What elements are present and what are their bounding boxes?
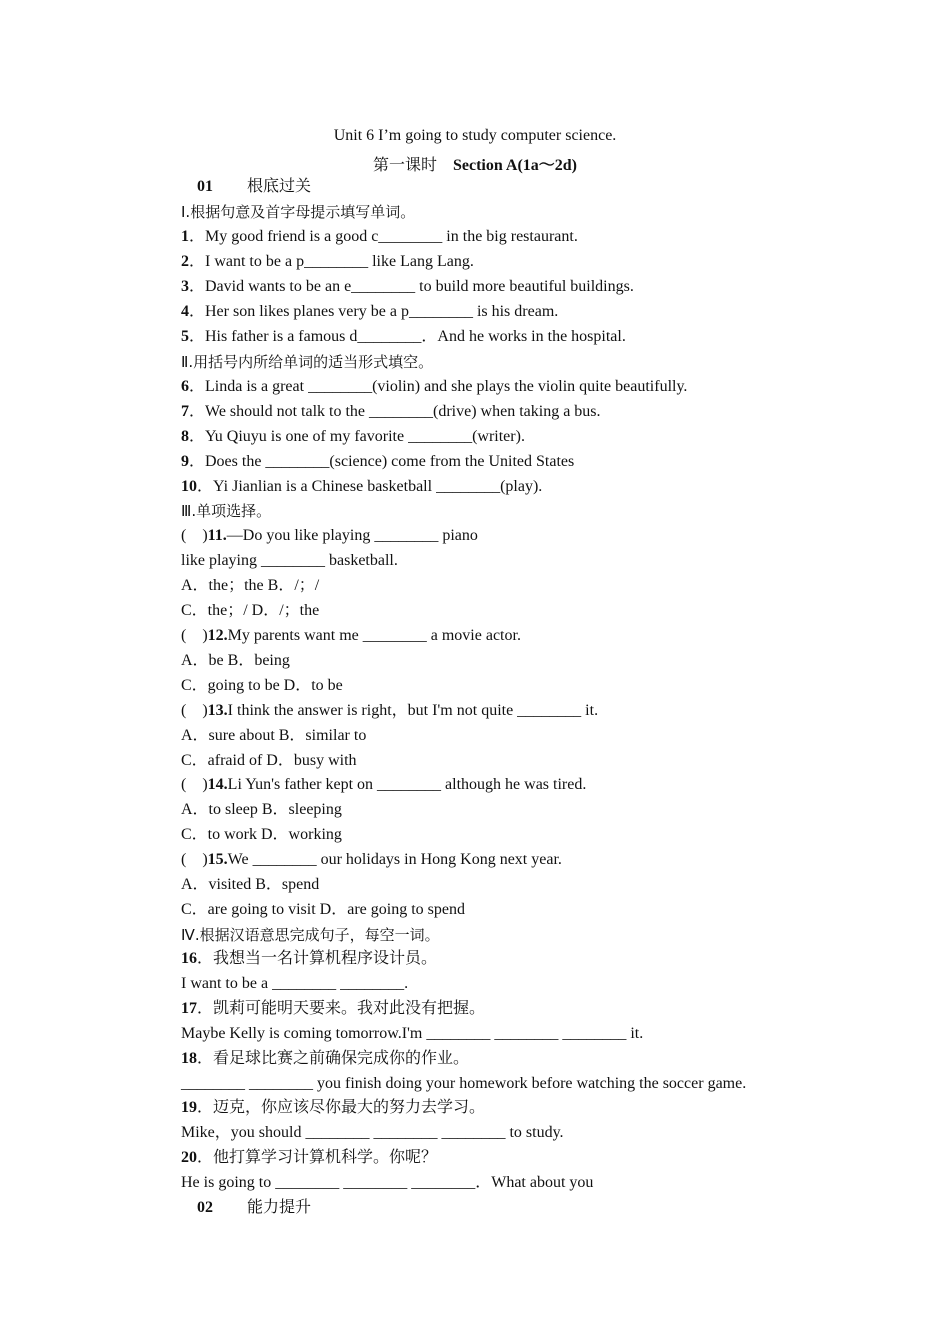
question-11-continued: like playing ________ basketball. [181, 552, 398, 569]
part-heading-2 [197, 1198, 311, 1218]
section-3-title: Ⅲ.单项选择。 [181, 502, 272, 520]
question-12: ( )12.My parents want me ________ a movie actor. [181, 627, 521, 644]
lesson-cn: 第一课时 [372, 157, 437, 174]
question-12-options-ab: A．be B．being [181, 652, 290, 669]
section-2-title: Ⅱ.用括号内所给单词的适当形式填空。 [181, 353, 434, 371]
question-7: 7．We should not talk to the ________(drive) when taking a bus. [181, 403, 601, 420]
question-16-answer: I want to be a ________ ________. [181, 975, 409, 992]
question-16-prompt: 16．我想当一名计算机程序设计员。 [181, 950, 438, 967]
question-10: 10．Yi Jianlian is a Chinese basketball ________(play). [181, 478, 543, 495]
question-15-options-cd: C．are going to visit D．are going to spend [181, 901, 465, 918]
question-11-options-ab: A．the；the B．/；/ [181, 577, 320, 594]
question-13-options-cd: C．afraid of D．busy with [181, 752, 357, 769]
question-18-prompt: 18．看足球比赛之前确保完成你的作业。 [181, 1050, 470, 1067]
part-label: 根底过关 [247, 178, 312, 195]
question-14: ( )14.Li Yun's father kept on ________ although he was tired. [181, 776, 587, 793]
part-number: 02 [197, 1199, 213, 1216]
question-12-options-cd: C．going to be D．to be [181, 677, 343, 694]
question-5: 5．His father is a famous d________．And he works in the hospital. [181, 328, 626, 345]
question-15-options-ab: A．visited B．spend [181, 876, 320, 893]
question-9: 9．Does the ________(science) come from the United States [181, 453, 575, 470]
question-17-answer: Maybe Kelly is coming tomorrow.I'm ________ ________ ________ it. [181, 1025, 644, 1042]
section-1-title: Ⅰ.根据句意及首字母提示填写单词。 [181, 203, 416, 221]
section-4-title: Ⅳ.根据汉语意思完成句子，每空一词。 [181, 926, 440, 944]
question-11: ( )11.—Do you like playing ________ piano [181, 527, 478, 544]
part-number: 01 [197, 178, 213, 195]
question-20-prompt: 20．他打算学习计算机科学。你呢？ [181, 1149, 438, 1166]
question-13: ( )13.I think the answer is right，but I'm not quite ________ it. [181, 702, 599, 719]
part-label: 能力提升 [247, 1199, 312, 1216]
question-20-answer: He is going to ________ ________ ________．What about you [181, 1174, 594, 1191]
question-6: 6．Linda is a great ________(violin) and she plays the violin quite beautifully. [181, 378, 688, 395]
lesson-subtitle [0, 152, 950, 175]
question-14-options-cd: C．to work D．working [181, 826, 342, 843]
question-19-prompt: 19．迈克，你应该尽你最大的努力去学习。 [181, 1099, 486, 1116]
question-17-prompt: 17．凯莉可能明天要来。我对此没有把握。 [181, 1000, 486, 1017]
question-11-options-cd: C．the；/ D．/；the [181, 602, 320, 619]
question-2: 2．I want to be a p________ like Lang Lang. [181, 253, 474, 270]
question-4: 4．Her son likes planes very be a p________ is his dream. [181, 303, 559, 320]
question-18-answer: ________ ________ you finish doing your homework before watching the soccer game. [181, 1075, 747, 1092]
question-14-options-ab: A．to sleep B．sleeping [181, 801, 342, 818]
question-1: 1．My good friend is a good c________ in the big restaurant. [181, 228, 578, 245]
question-3: 3．David wants to be an e________ to build more beautiful buildings. [181, 278, 634, 295]
question-19-answer: Mike，you should ________ ________ ________ to study. [181, 1124, 564, 1141]
question-13-options-ab: A．sure about B．similar to [181, 727, 367, 744]
question-8: 8．Yu Qiuyu is one of my favorite ________(writer). [181, 428, 525, 445]
lesson-en: Section A(1a～2d) [453, 157, 578, 174]
unit-title: Unit 6 I’m going to study computer science. [333, 127, 617, 144]
question-15: ( )15.We ________ our holidays in Hong Kong next year. [181, 851, 562, 868]
part-heading-1 [197, 177, 311, 197]
